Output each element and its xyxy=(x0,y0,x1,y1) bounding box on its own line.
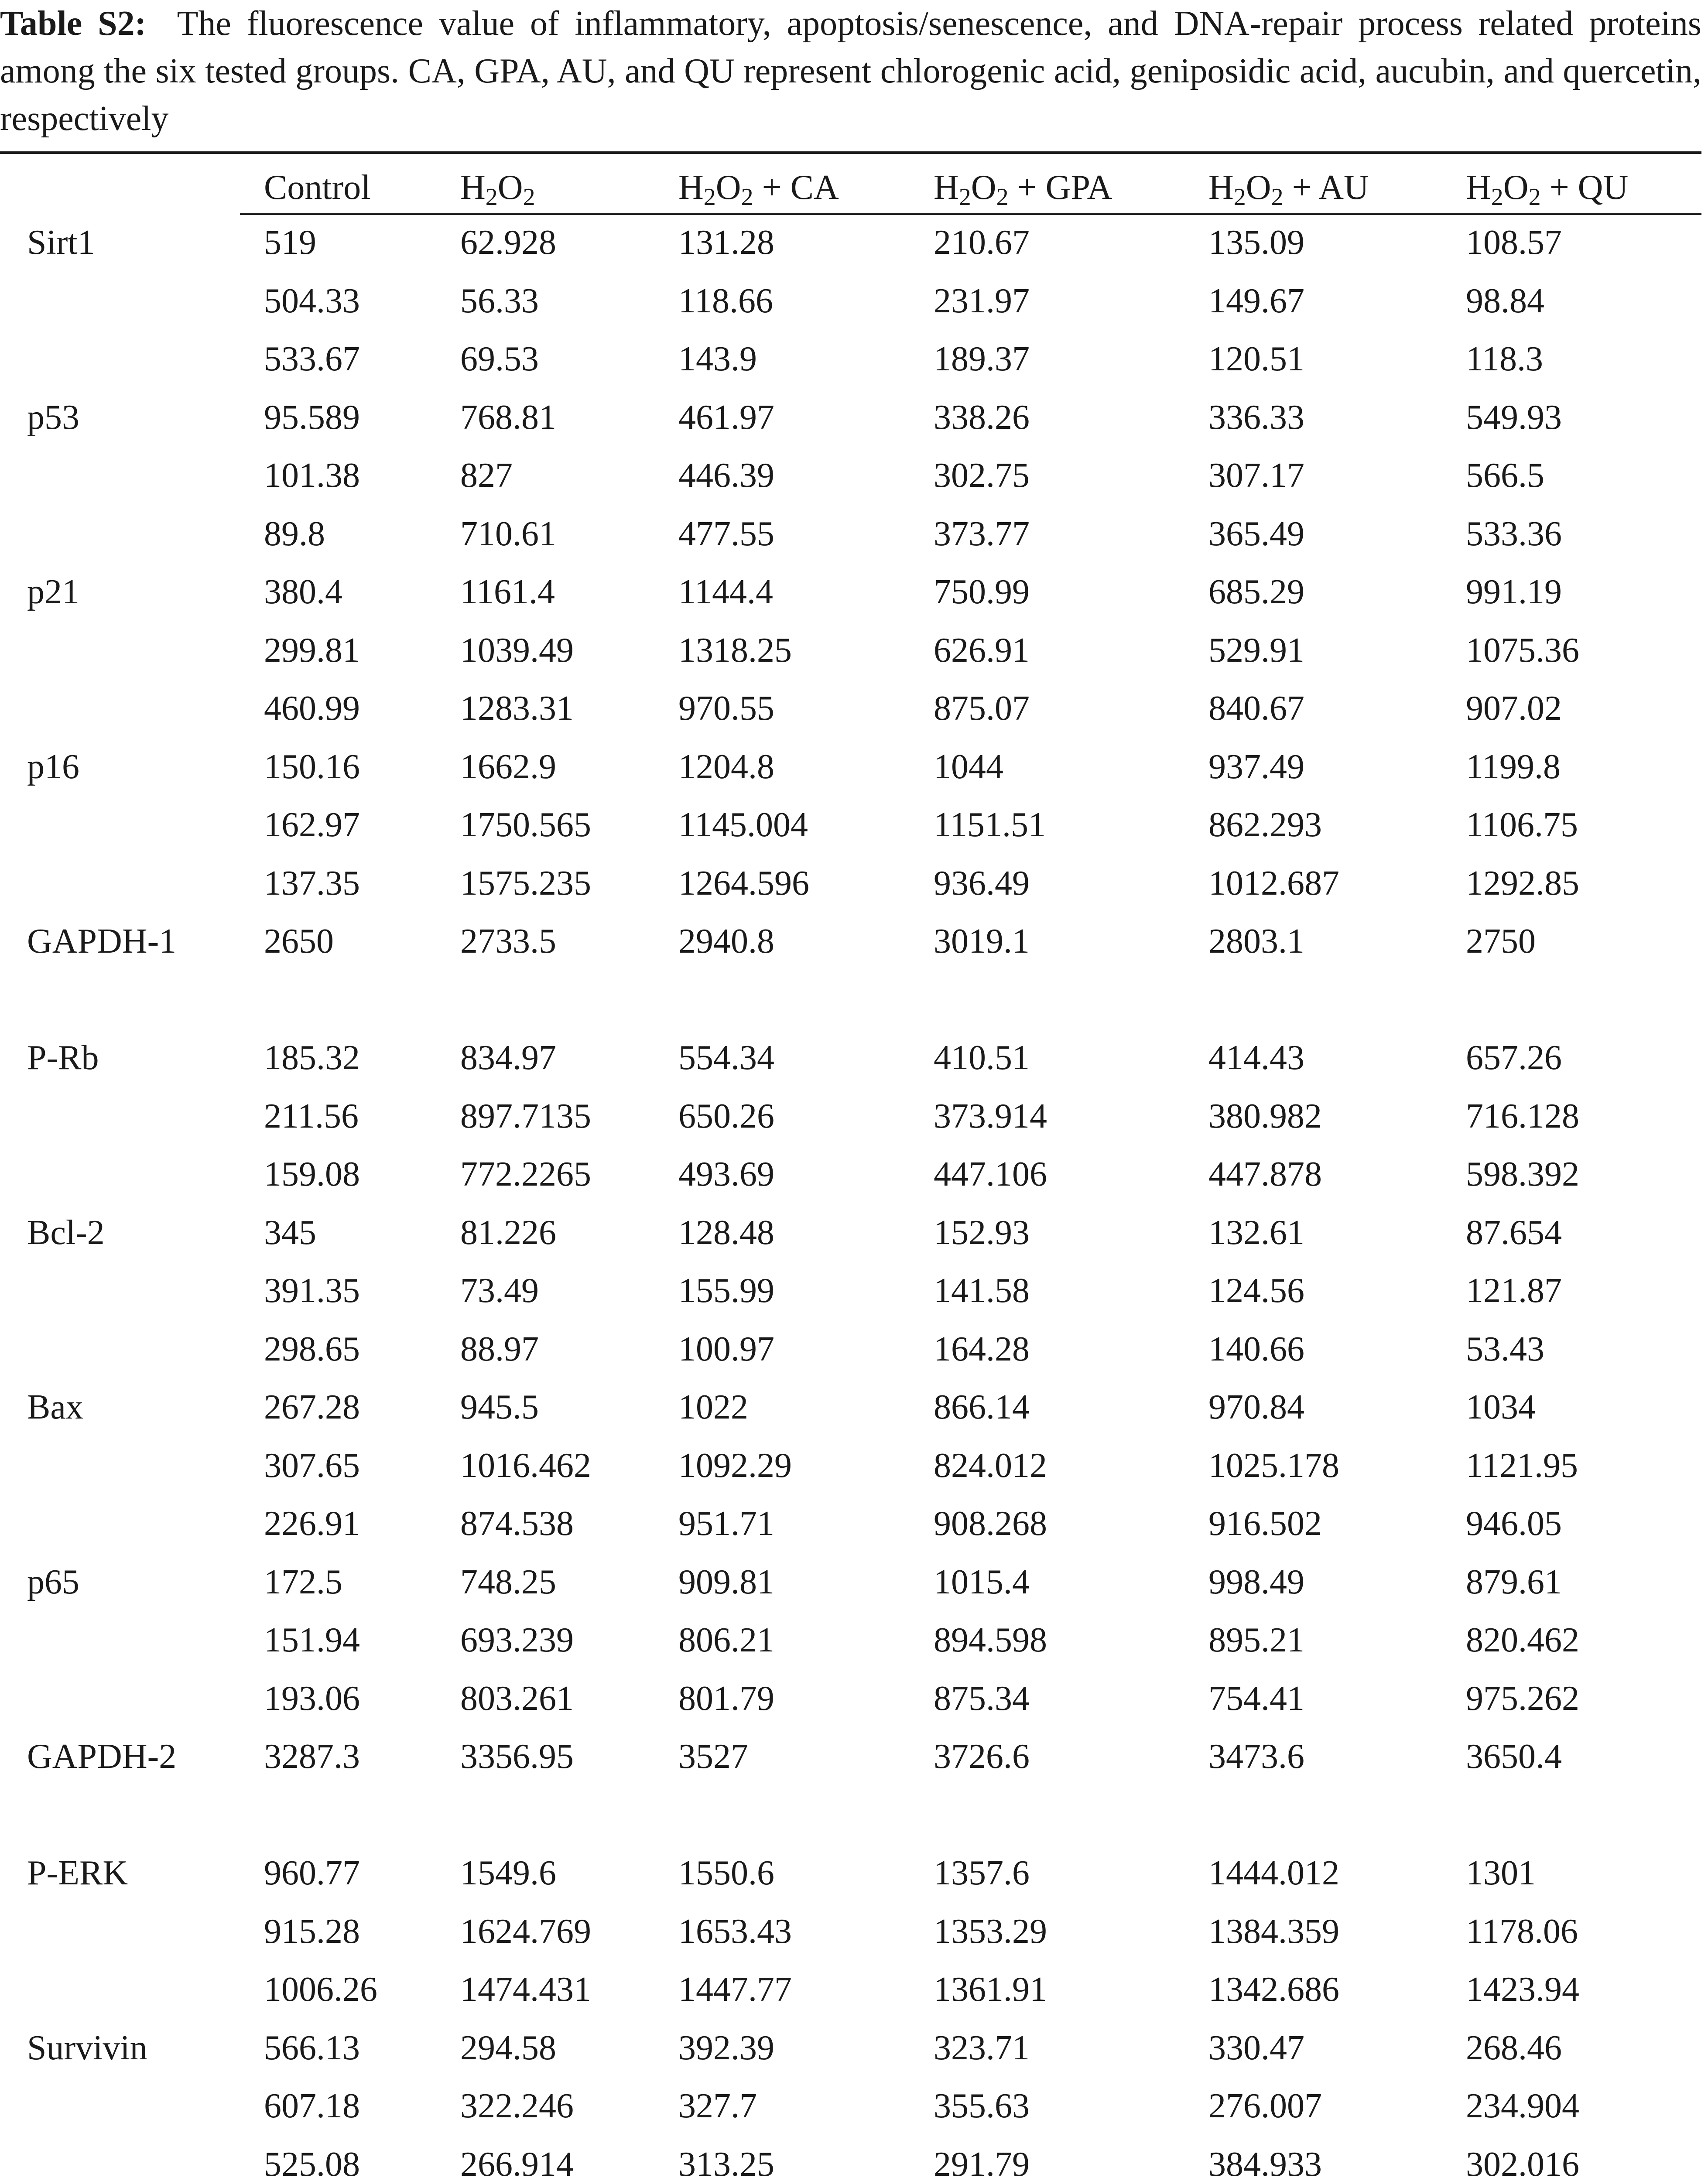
table-cell: 73.49 xyxy=(460,1272,539,1310)
table-cell: 172.5 xyxy=(264,1562,342,1601)
table-cell: 2733.5 xyxy=(460,922,556,961)
table-cell: 3287.3 xyxy=(264,1737,360,1776)
table-cell: 862.293 xyxy=(1208,806,1322,844)
table-cell: 231.97 xyxy=(934,281,1030,320)
table-cell: 840.67 xyxy=(1208,689,1304,728)
table-cell: 908.268 xyxy=(934,1504,1047,1543)
table-cell: 299.81 xyxy=(264,631,360,670)
table-cell: 895.21 xyxy=(1208,1621,1304,1659)
table-cell: 970.84 xyxy=(1208,1388,1304,1426)
table-cell: 69.53 xyxy=(460,340,539,378)
table-cell: 525.08 xyxy=(264,2145,360,2181)
table-cell: 1044 xyxy=(934,747,1003,786)
row-label xyxy=(0,796,264,855)
table-cell: 820.462 xyxy=(1466,1621,1579,1659)
row-label: GAPDH-2 xyxy=(27,1737,177,1776)
table-cell: 266.914 xyxy=(460,2145,574,2181)
table-cell: 323.71 xyxy=(934,2028,1030,2067)
row-label: Survivin xyxy=(27,2028,147,2067)
table-cell: 946.05 xyxy=(1466,1504,1562,1543)
table-cell: 118.66 xyxy=(678,281,774,320)
table-row xyxy=(0,1437,1701,1495)
table-cell: 566.13 xyxy=(264,2028,360,2067)
table-cell: 1039.49 xyxy=(460,631,574,670)
table-cell: 1022 xyxy=(678,1388,748,1426)
table-cell: 151.94 xyxy=(264,1621,360,1659)
table-cell: 338.26 xyxy=(934,398,1030,437)
table-cell: 2940.8 xyxy=(678,922,774,961)
table-cell: 801.79 xyxy=(678,1679,774,1718)
table-cell: 1301 xyxy=(1466,1854,1536,1892)
table-header-row xyxy=(0,161,1701,214)
table-cell: 185.32 xyxy=(264,1039,360,1077)
table-cell: 1161.4 xyxy=(460,573,555,611)
table-cell: 164.28 xyxy=(934,1330,1030,1368)
table-row xyxy=(0,1728,1701,1786)
table-cell: 1144.4 xyxy=(678,573,774,611)
table-cell: 493.69 xyxy=(678,1155,774,1193)
row-label xyxy=(0,1145,264,1204)
table-cell: 2650 xyxy=(264,922,334,961)
table-cell: 446.39 xyxy=(678,456,774,495)
row-label xyxy=(0,330,264,389)
table-cell: 960.77 xyxy=(264,1854,360,1892)
table-cell: 1423.94 xyxy=(1466,1970,1579,2009)
table-cell: 152.93 xyxy=(934,1213,1030,1252)
table-cell: 3019.1 xyxy=(934,922,1030,961)
table-cell: 128.48 xyxy=(678,1213,774,1252)
table-cell: 460.99 xyxy=(264,689,360,728)
table-cell: 1384.359 xyxy=(1208,1912,1339,1951)
table-cell: 1283.31 xyxy=(460,689,574,728)
table-cell: 1178.06 xyxy=(1466,1912,1578,1951)
table-row xyxy=(0,2136,1701,2181)
table-cell xyxy=(1208,971,1466,1029)
table-cell: 768.81 xyxy=(460,398,556,437)
table-cell: 685.29 xyxy=(1208,573,1304,611)
row-label xyxy=(0,1087,264,1146)
table-row xyxy=(0,738,1701,797)
table-cell: 121.87 xyxy=(1466,1272,1562,1310)
table-cell: 533.67 xyxy=(264,340,360,378)
table-cell xyxy=(264,971,460,1029)
table-cell: 447.106 xyxy=(934,1155,1047,1193)
table-cell: 234.904 xyxy=(1466,2087,1579,2125)
header-cell: $H_2O_2$ xyxy=(460,168,535,211)
caption-label: Table S2: xyxy=(0,4,147,43)
table-row xyxy=(0,1262,1701,1320)
table-row xyxy=(0,1378,1701,1437)
table-cell: 1353.29 xyxy=(934,1912,1047,1951)
table-cell: 598.392 xyxy=(1466,1155,1579,1193)
table-cell xyxy=(264,1786,460,1845)
row-label xyxy=(0,1262,264,1320)
table-row xyxy=(0,796,1701,855)
table-cell: 1025.178 xyxy=(1208,1446,1339,1485)
table-cell: 1575.235 xyxy=(460,864,591,902)
table-cell: 1292.85 xyxy=(1466,864,1579,902)
header-cell: $H_2O_2$ + QU xyxy=(1466,168,1629,211)
row-label: P-Rb xyxy=(27,1039,99,1077)
table-cell: 909.81 xyxy=(678,1562,774,1601)
table-cell: 1016.462 xyxy=(460,1446,591,1485)
table-cell: 410.51 xyxy=(934,1039,1030,1077)
table-cell: 477.55 xyxy=(678,514,774,553)
table-row xyxy=(0,272,1701,331)
table-cell: 384.933 xyxy=(1208,2145,1322,2181)
table-cell xyxy=(678,1786,934,1845)
table-cell: 162.97 xyxy=(264,806,360,844)
table-cell: 907.02 xyxy=(1466,689,1562,728)
row-label: p21 xyxy=(27,573,79,611)
table-cell: 373.914 xyxy=(934,1097,1047,1135)
table-cell: 149.67 xyxy=(1208,281,1304,320)
table-cell: 298.65 xyxy=(264,1330,360,1368)
table-cell: 748.25 xyxy=(460,1562,556,1601)
table-cell: 1474.431 xyxy=(460,1970,591,2009)
table-cell xyxy=(678,971,934,1029)
table-cell: 3726.6 xyxy=(934,1737,1030,1776)
row-label xyxy=(0,1320,264,1379)
row-label xyxy=(0,505,264,564)
row-label: Bax xyxy=(27,1388,83,1426)
table-cell: 3473.6 xyxy=(1208,1737,1304,1776)
table-row xyxy=(0,680,1701,738)
table-cell: 294.58 xyxy=(460,2028,556,2067)
table-cell: 3356.95 xyxy=(460,1737,574,1776)
table-cell: 150.16 xyxy=(264,747,360,786)
table-cell: 56.33 xyxy=(460,281,539,320)
row-label xyxy=(0,2136,264,2181)
table-cell xyxy=(1466,971,1701,1029)
table-cell: 1624.769 xyxy=(460,1912,591,1951)
table-cell: 824.012 xyxy=(934,1446,1047,1485)
table-cell xyxy=(460,971,678,1029)
table-cell: 936.49 xyxy=(934,864,1030,902)
table-cell: 1550.6 xyxy=(678,1854,774,1892)
table-cell: 2750 xyxy=(1466,922,1536,961)
header-cell: Control xyxy=(264,168,371,207)
table-cell: 120.51 xyxy=(1208,340,1304,378)
table-row xyxy=(0,505,1701,564)
fluorescence-table xyxy=(0,161,1701,2181)
table-cell: 875.34 xyxy=(934,1679,1030,1718)
table-cell: 803.261 xyxy=(460,1679,574,1718)
table-cell: 533.36 xyxy=(1466,514,1562,553)
table-cell: 345 xyxy=(264,1213,316,1252)
table-cell: 1342.686 xyxy=(1208,1970,1339,2009)
table-row xyxy=(0,1495,1701,1553)
table-cell: 210.67 xyxy=(934,223,1030,262)
row-label xyxy=(0,622,264,680)
table-cell: 750.99 xyxy=(934,573,1030,611)
table-cell: 1653.43 xyxy=(678,1912,792,1951)
table-cell: 834.97 xyxy=(460,1039,556,1077)
table-row xyxy=(0,447,1701,505)
table-cell: 1012.687 xyxy=(1208,864,1339,902)
table-cell: 140.66 xyxy=(1208,1330,1304,1368)
table-cell: 772.2265 xyxy=(460,1155,591,1193)
table-row xyxy=(0,913,1701,971)
table-cell: 650.26 xyxy=(678,1097,774,1135)
table-top-rule xyxy=(0,151,1701,154)
table-cell: 135.09 xyxy=(1208,223,1304,262)
table-cell: 414.43 xyxy=(1208,1039,1304,1077)
table-cell: 754.41 xyxy=(1208,1679,1304,1718)
table-row xyxy=(0,971,1701,1029)
table-cell: 380.4 xyxy=(264,573,342,611)
table-cell: 302.016 xyxy=(1466,2145,1579,2181)
table-cell: 461.97 xyxy=(678,398,774,437)
table-row xyxy=(0,330,1701,389)
table-row xyxy=(0,1204,1701,1262)
table-cell: 81.226 xyxy=(460,1213,556,1252)
table-cell: 336.33 xyxy=(1208,398,1304,437)
table-cell: 504.33 xyxy=(264,281,360,320)
table-cell: 1015.4 xyxy=(934,1562,1030,1601)
table-row xyxy=(0,1903,1701,1961)
table-cell: 549.93 xyxy=(1466,398,1562,437)
table-cell: 3527 xyxy=(678,1737,748,1776)
row-label xyxy=(0,272,264,331)
table-cell: 89.8 xyxy=(264,514,325,553)
table-cell: 951.71 xyxy=(678,1504,774,1543)
table-cell: 137.35 xyxy=(264,864,360,902)
table-row xyxy=(0,1844,1701,1903)
table-row xyxy=(0,1553,1701,1612)
table-cell: 2803.1 xyxy=(1208,922,1304,961)
table-row xyxy=(0,563,1701,622)
table-cell xyxy=(1208,1786,1466,1845)
table-cell: 226.91 xyxy=(264,1504,360,1543)
table-cell: 322.246 xyxy=(460,2087,574,2125)
table-cell: 975.262 xyxy=(1466,1679,1579,1718)
table-cell: 1204.8 xyxy=(678,747,774,786)
table-cell: 554.34 xyxy=(678,1039,774,1077)
table-row xyxy=(0,2077,1701,2136)
table-cell: 276.007 xyxy=(1208,2087,1322,2125)
table-cell: 1034 xyxy=(1466,1388,1536,1426)
table-cell: 87.654 xyxy=(1466,1213,1562,1252)
table-cell: 897.7135 xyxy=(460,1097,591,1135)
table-cell: 566.5 xyxy=(1466,456,1544,495)
table-cell: 447.878 xyxy=(1208,1155,1322,1193)
row-label xyxy=(0,1437,264,1495)
table-row xyxy=(0,1670,1701,1728)
table-cell: 307.65 xyxy=(264,1446,360,1485)
table-cell: 1444.012 xyxy=(1208,1854,1339,1892)
table-cell: 991.19 xyxy=(1466,573,1562,611)
table-cell: 1199.8 xyxy=(1466,747,1561,786)
row-label xyxy=(0,680,264,738)
table-cell: 327.7 xyxy=(678,2087,757,2125)
table-row xyxy=(0,622,1701,680)
table-row xyxy=(0,389,1701,447)
table-row xyxy=(0,1786,1701,1845)
table-cell xyxy=(1466,1786,1701,1845)
table-cell: 330.47 xyxy=(1208,2028,1304,2067)
table-cell: 365.49 xyxy=(1208,514,1304,553)
header-corner xyxy=(0,161,264,214)
table-cell: 98.84 xyxy=(1466,281,1544,320)
table-cell: 291.79 xyxy=(934,2145,1030,2181)
table-cell: 1006.26 xyxy=(264,1970,377,2009)
table-row xyxy=(0,855,1701,913)
table-row xyxy=(0,1145,1701,1204)
table-cell: 1750.565 xyxy=(460,806,591,844)
table-cell: 211.56 xyxy=(264,1097,359,1135)
table-cell xyxy=(934,1786,1208,1845)
table-cell: 915.28 xyxy=(264,1912,360,1951)
table-cell: 392.39 xyxy=(678,2028,774,2067)
table-cell: 657.26 xyxy=(1466,1039,1562,1077)
table-cell: 118.3 xyxy=(1466,340,1544,378)
table-cell: 607.18 xyxy=(264,2087,360,2125)
table-cell: 716.128 xyxy=(1466,1097,1579,1135)
table-cell: 998.49 xyxy=(1208,1562,1304,1601)
table-cell: 189.37 xyxy=(934,340,1030,378)
table-cell: 937.49 xyxy=(1208,747,1304,786)
header-cell: $H_2O_2$ + CA xyxy=(678,168,839,211)
row-label xyxy=(0,855,264,913)
table-row xyxy=(0,1029,1701,1087)
table-cell: 193.06 xyxy=(264,1679,360,1718)
table-cell: 1361.91 xyxy=(934,1970,1047,2009)
table-cell: 267.28 xyxy=(264,1388,360,1426)
table-cell: 268.46 xyxy=(1466,2028,1562,2067)
table-cell: 1121.95 xyxy=(1466,1446,1578,1485)
table-cell: 53.43 xyxy=(1466,1330,1544,1368)
table-cell: 88.97 xyxy=(460,1330,539,1368)
row-label: p53 xyxy=(27,398,79,437)
table-cell: 945.5 xyxy=(460,1388,539,1426)
row-label xyxy=(0,1495,264,1553)
table-cell: 1075.36 xyxy=(1466,631,1579,670)
table-cell: 373.77 xyxy=(934,514,1030,553)
table-cell: 710.61 xyxy=(460,514,556,553)
table-cell: 519 xyxy=(264,223,316,262)
table-cell: 875.07 xyxy=(934,689,1030,728)
row-label xyxy=(0,2077,264,2136)
table-cell: 1264.596 xyxy=(678,864,809,902)
table-cell: 806.21 xyxy=(678,1621,774,1659)
table-cell: 108.57 xyxy=(1466,223,1562,262)
table-cell: 970.55 xyxy=(678,689,774,728)
table-cell: 155.99 xyxy=(678,1272,774,1310)
row-label xyxy=(0,1611,264,1670)
row-label xyxy=(0,1786,264,1845)
table-cell: 141.58 xyxy=(934,1272,1030,1310)
table-cell: 874.538 xyxy=(460,1504,574,1543)
table-cell: 866.14 xyxy=(934,1388,1030,1426)
row-label: P-ERK xyxy=(27,1854,128,1892)
table-cell: 916.502 xyxy=(1208,1504,1322,1543)
table-cell: 1151.51 xyxy=(934,806,1046,844)
table-cell: 1145.004 xyxy=(678,806,808,844)
row-label xyxy=(0,447,264,505)
table-cell: 693.239 xyxy=(460,1621,574,1659)
table-cell: 302.75 xyxy=(934,456,1030,495)
table-body xyxy=(0,214,1701,2181)
table-cell: 124.56 xyxy=(1208,1272,1304,1310)
table-row xyxy=(0,1087,1701,1146)
table-cell: 355.63 xyxy=(934,2087,1030,2125)
table-row xyxy=(0,2019,1701,2078)
table-cell: 3650.4 xyxy=(1466,1737,1562,1776)
table-row xyxy=(0,1611,1701,1670)
row-label: p16 xyxy=(27,747,79,786)
table-cell: 827 xyxy=(460,456,513,495)
header-cell: $H_2O_2$ + GPA xyxy=(934,168,1112,211)
table-cell: 894.598 xyxy=(934,1621,1047,1659)
table-row xyxy=(0,1961,1701,2019)
table-cell: 143.9 xyxy=(678,340,757,378)
table-cell: 1318.25 xyxy=(678,631,792,670)
table-cell: 626.91 xyxy=(934,631,1030,670)
table-cell: 391.35 xyxy=(264,1272,360,1310)
row-label xyxy=(0,971,264,1029)
table-cell: 307.17 xyxy=(1208,456,1304,495)
table-cell: 1092.29 xyxy=(678,1446,792,1485)
table-cell: 159.08 xyxy=(264,1155,360,1193)
table-row xyxy=(0,1320,1701,1379)
table-cell: 1447.77 xyxy=(678,1970,792,2009)
table-cell: 313.25 xyxy=(678,2145,774,2181)
row-label: Sirt1 xyxy=(27,223,95,262)
row-label xyxy=(0,1961,264,2019)
row-label: p65 xyxy=(27,1562,79,1601)
caption-text: The fluorescence value of inflammatory, apoptosis/senescence, and DNA-repair process related proteins among the six tested groups. CA, GPA, AU, and QU represent chlorogenic acid, geniposidic acid, aucubin, and quercetin, respectively xyxy=(0,4,1702,138)
row-label xyxy=(0,1670,264,1728)
row-label: Bcl-2 xyxy=(27,1213,105,1252)
table-cell: 1549.6 xyxy=(460,1854,556,1892)
table-cell: 132.61 xyxy=(1208,1213,1304,1252)
row-label: GAPDH-1 xyxy=(27,922,177,961)
table-cell: 380.982 xyxy=(1208,1097,1322,1135)
table-cell: 131.28 xyxy=(678,223,774,262)
table-cell xyxy=(934,971,1208,1029)
table-cell: 1357.6 xyxy=(934,1854,1030,1892)
header-cell: $H_2O_2$ + AU xyxy=(1208,168,1369,211)
table-cell: 95.589 xyxy=(264,398,360,437)
table-cell: 529.91 xyxy=(1208,631,1304,670)
row-label xyxy=(0,1903,264,1961)
table-caption xyxy=(0,0,1701,143)
table-cell: 100.97 xyxy=(678,1330,774,1368)
table-cell xyxy=(460,1786,678,1845)
table-row xyxy=(0,214,1701,272)
table-cell: 1662.9 xyxy=(460,747,556,786)
table-cell: 62.928 xyxy=(460,223,556,262)
table-cell: 1106.75 xyxy=(1466,806,1578,844)
table-cell: 101.38 xyxy=(264,456,360,495)
table-cell: 879.61 xyxy=(1466,1562,1562,1601)
